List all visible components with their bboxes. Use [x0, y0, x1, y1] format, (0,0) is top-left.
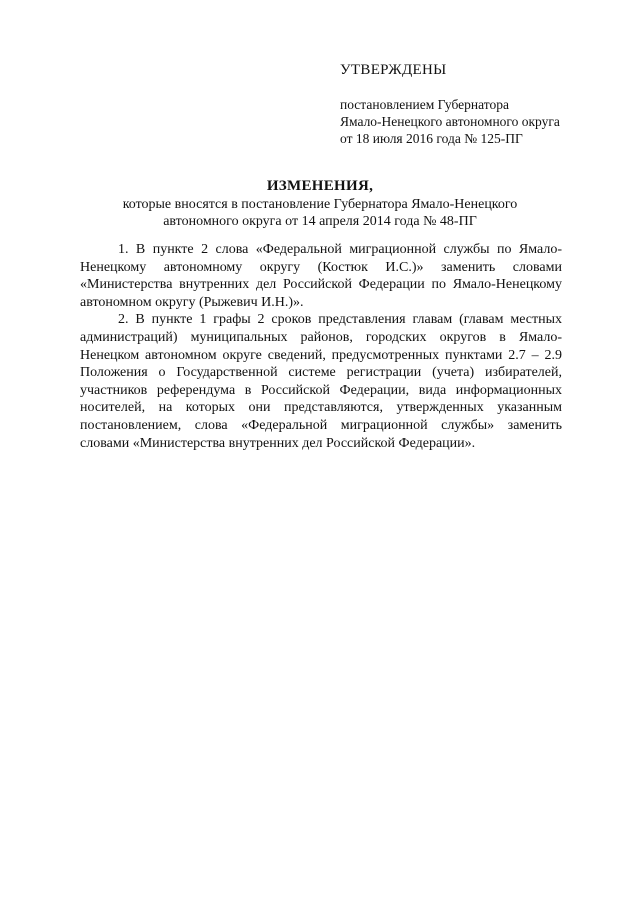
approval-line-2: Ямало-Ненецкого автономного округа	[340, 114, 560, 129]
approval-block	[340, 60, 610, 147]
approval-line-1: постановлением Губернатора	[340, 97, 509, 112]
document-body	[80, 241, 562, 452]
approval-line-3: от 18 июля 2016 года № 125-ПГ	[340, 131, 523, 146]
document-title: ИЗМЕНЕНИЯ,	[266, 178, 374, 194]
approval-title: УТВЕРЖДЕНЫ	[340, 62, 447, 78]
document-subtitle	[80, 196, 560, 230]
paragraph-2: 2. В пункте 1 графы 2 сроков представления главам (главам местных администраций) муниципальных районов, городских округов в Ямало-Ненецком автономном округе сведений, предусмотренных пунктами 2.7 – 2.9 Положения о Государственной системе регистрации (учета) избирателей, участников референдума в Российской Федерации, вида информационных носителей, на которых они представляются, утвержденных указанным постановлением, слова «Федеральной миграционной службы» заменить словами «Министерства внутренних дел Российской Федерации».	[80, 312, 562, 451]
document-subtitle-line-2: автономного округа от 14 апреля 2014 года № 48-ПГ	[163, 214, 477, 229]
paragraph-1: 1. В пункте 2 слова «Федеральной миграционной службы по Ямало-Ненецкому автономному округу (Костюк И.С.)» заменить словами «Министерства внутренних дел Российской Федерации по Ямало-Ненецкому автономном округу (Рыжевич И.Н.)».	[80, 242, 562, 310]
document-subtitle-line-1: которые вносятся в постановление Губернатора Ямало-Ненецкого	[122, 197, 518, 212]
